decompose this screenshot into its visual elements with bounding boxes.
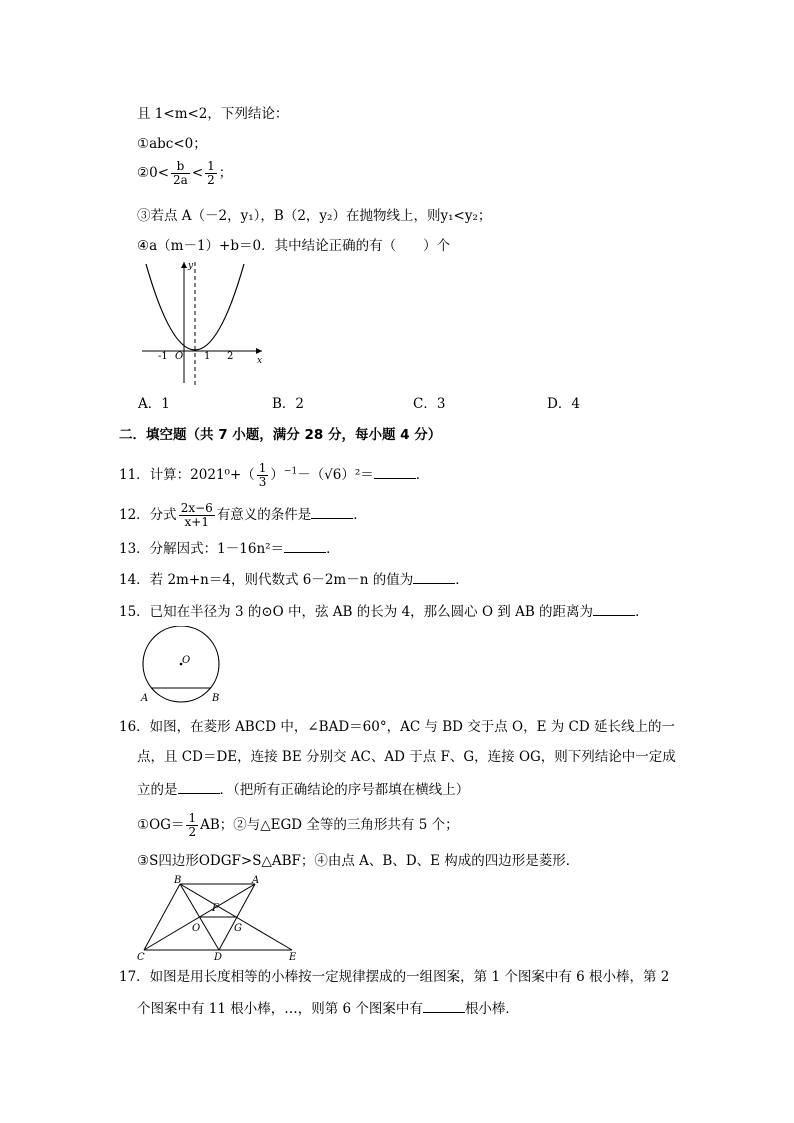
q11-answer-blank bbox=[374, 464, 416, 479]
q14-answer-blank bbox=[413, 569, 455, 584]
rhombus-label-f: F bbox=[212, 903, 219, 914]
q17-line-1: 17．如图是用长度相等的小棒按一定规律摆成的一组图案，第 1 个图案中有 6 根小棒，第 2 bbox=[119, 969, 670, 985]
q12-answer-blank bbox=[311, 504, 353, 519]
q11: 11．计算：2021⁰+（ $\frac{1}{3}$ ）$^{-1}$－（√6）²＝ ． bbox=[119, 461, 430, 489]
circle-label-a: A bbox=[141, 693, 149, 704]
graph-label-origin: O bbox=[175, 351, 184, 362]
q16-line-1: 16．如图，在菱形 ABCD 中，∠BAD＝60°，AC 与 BD 交于点 O，E 为 CD 延长线上的一 bbox=[119, 719, 676, 735]
q16-statements-1-2: ①OG＝ $\frac{1}{2}$ AB；②与△EGD 全等的三角形共有 5 个； bbox=[137, 811, 459, 839]
graph-label-y: y bbox=[188, 261, 194, 271]
q17-answer-blank bbox=[423, 998, 465, 1013]
q10-option-c: C．3 bbox=[413, 396, 446, 412]
q16-line-2: 点，且 CD＝DE，连接 BE 分别交 AC、AD 于点 F、G，连接 OG，则下列结论中一定成 bbox=[137, 749, 676, 765]
circle-label-b: B bbox=[212, 693, 220, 704]
parabola-graph bbox=[138, 258, 268, 388]
q15-answer-blank bbox=[593, 601, 635, 616]
q16-answer-blank bbox=[178, 779, 220, 794]
q13-answer-blank bbox=[284, 538, 326, 553]
graph-label-neg1: -1 bbox=[158, 351, 168, 362]
q17-line-2: 个图案中有 11 根小棒，…，则第 6 个图案中有 根小棒． bbox=[137, 998, 519, 1019]
q14: 14．若 2m+n＝4，则代数式 6－2m－n 的值为 ． bbox=[119, 569, 469, 590]
q13: 13．分解因式：1－16n²＝ ． bbox=[119, 538, 340, 559]
rhombus-label-e: E bbox=[289, 952, 297, 962]
q10-option-d: D．4 bbox=[547, 396, 580, 412]
graph-label-x: x bbox=[257, 356, 263, 366]
rhombus-figure bbox=[136, 872, 306, 962]
rhombus-label-c: C bbox=[137, 952, 145, 962]
graph-label-2: 2 bbox=[227, 351, 234, 362]
circle-label-o: O bbox=[182, 655, 191, 666]
circle-figure bbox=[138, 626, 228, 706]
rhombus-label-b: B bbox=[174, 875, 182, 886]
rhombus-label-d: D bbox=[214, 952, 223, 962]
q10-conclusion-1: ①abc<0； bbox=[137, 136, 207, 152]
q16-line-3: 立的是 ．（把所有正确结论的序号都填在横线上） bbox=[137, 779, 469, 800]
q12: 12．分式 $\frac{2x-6}{x+1}$ 有意义的条件是 ． bbox=[119, 501, 367, 529]
q10-conclusion-3: ③若点 A（－2，y₁），B（2，y₂）在抛物线上，则y₁<y₂； bbox=[137, 208, 492, 224]
q10-conclusion-4: ④a（m－1）+b＝0．其中结论正确的有（ ）个 bbox=[137, 238, 451, 254]
rhombus-label-o: O bbox=[192, 923, 201, 934]
q15: 15．已知在半径为 3 的⊙O 中，弦 AB 的长为 4，那么圆心 O 到 AB 的距离为 ． bbox=[119, 601, 649, 622]
q10-conclusion-2: ②0< $\frac{b}{2a}$ < $\frac{1}{2}$ ； bbox=[137, 159, 233, 187]
rhombus-label-a: A bbox=[252, 875, 260, 886]
rhombus-label-g: G bbox=[234, 923, 242, 934]
graph-label-1: 1 bbox=[204, 351, 211, 362]
section-heading: 二．填空题（共 7 小题，满分 28 分，每小题 4 分） bbox=[119, 427, 442, 443]
q10-condition: 且 1<m<2，下列结论： bbox=[137, 106, 289, 122]
q10-option-b: B．2 bbox=[272, 396, 305, 412]
q16-statements-3-4: ③S四边形ODGF>S△ABF；④由点 A、B、D、E 构成的四边形是菱形． bbox=[137, 853, 580, 869]
q10-option-a: A．1 bbox=[138, 396, 170, 412]
